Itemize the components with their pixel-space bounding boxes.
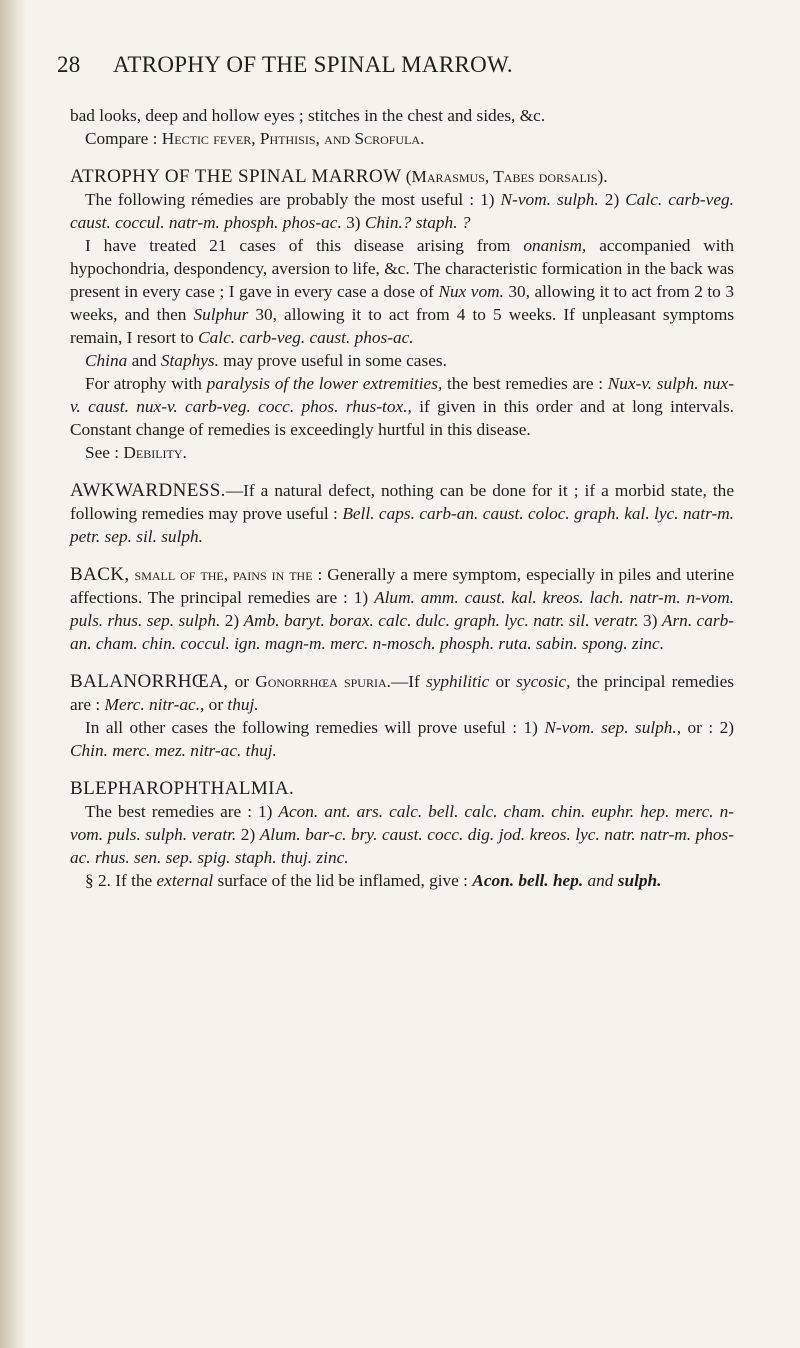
see-target: Debility. (123, 443, 187, 462)
remedy-list: Arn. carb-an. cham. chin. coccul. ign. magn-m. merc. n-mosch. phosph. ruta. sabin. spong. zinc. (70, 611, 734, 653)
remedy-name: Staphys. (160, 351, 219, 370)
remedy-list: Chin. merc. mez. nitr-ac. thuj. (70, 741, 277, 760)
text-run: —If (390, 672, 420, 691)
text-run: the best remedies are : (447, 374, 604, 393)
remedy-name: Nux vom. (438, 282, 504, 301)
atrophy-cases (70, 234, 734, 349)
atrophy-remedies (70, 188, 734, 234)
remedy-name: thuj. (227, 695, 259, 714)
headword-atrophy: ATROPHY OF THE SPINAL MARROW (70, 166, 402, 187)
remedy-list: Acon. ant. ars. calc. bell. calc. cham. chin. euphr. hep. merc. n-vom. puls. sulph. veratr. (70, 802, 734, 844)
remedy-list: Nux-v. sulph. nux-v. caust. nux-v. carb-veg. cocc. phos. rhus-tox., (70, 374, 734, 416)
text-run: 2) (604, 190, 620, 209)
text-run: surface of the lid be inflamed, give : (217, 871, 468, 890)
remedy-name: sulph. (617, 871, 662, 890)
synonym-atrophy: (Marasmus, Tabes dorsalis). (405, 167, 608, 186)
remedy-list: N-vom. sep. sulph., (544, 718, 682, 737)
intro-line: bad looks, deep and hollow eyes ; stitches in the chest and sides, &c. (70, 106, 546, 125)
headword-blepharophthalmia: BLEPHAROPHTHALMIA. (70, 778, 295, 799)
page-number: 28 (57, 52, 81, 77)
entry-awkwardness (70, 479, 734, 548)
remedy-list: Alum. amm. caust. kal. kreos. lach. natr-m. n-vom. puls. rhus. sep. sulph. (70, 588, 734, 630)
text-run: or (208, 695, 224, 714)
condition-term: sycosic, (516, 672, 571, 691)
condition-term: syphilitic (425, 672, 490, 691)
running-head (57, 52, 740, 82)
page-body (70, 104, 734, 892)
remedy-list: Merc. nitr-ac., (104, 695, 205, 714)
text-run: 3) (643, 611, 658, 630)
text-run: I have treated 21 cases of this disease arising from (85, 236, 511, 255)
entry-blepharophthalmia (70, 777, 734, 800)
cause-term: onanism, (523, 236, 587, 255)
text-run: In all other cases the following remedies will prove useful : 1) (85, 718, 538, 737)
compare-line (70, 127, 734, 150)
compare-label: Compare : (85, 129, 158, 148)
page-gutter-shadow (0, 0, 26, 1348)
remedy-name: China (85, 351, 128, 370)
headword-back: BACK, (70, 564, 130, 585)
blepharophthalmia-remedies (70, 800, 734, 869)
text-run: 30, allowing it to act from 2 to 3 weeks, and then (70, 282, 734, 324)
remedy-list: Calc. carb-veg. caust. phos-ac. (198, 328, 414, 347)
balanorrhoea-other (70, 716, 734, 762)
text-run: 2) (224, 611, 240, 630)
condition-term: paralysis of the lower extremities, (206, 374, 443, 393)
remedy-list: Alum. bar-c. bry. caust. cocc. dig. jod. kreos. lyc. natr. natr-m. phos-ac. rhus. sen. sep. spig. staph. thuj. zinc. (70, 825, 734, 867)
text-run: and (131, 351, 157, 370)
text-run: Generally a mere symptom, especially in piles and uterine affections. The principal remedies are : (70, 565, 734, 607)
atrophy-see (70, 441, 734, 464)
atrophy-paralysis (70, 372, 734, 441)
see-label: See : (85, 443, 120, 462)
text-run: or : 2) (687, 718, 734, 737)
text-run: § 2. If the (85, 871, 153, 890)
text-run: 1) (353, 588, 369, 607)
text-run: —If a natural defect, nothing can be done for it ; if a morbid state, the following remedies may prove useful : (70, 481, 734, 523)
atrophy-china (70, 349, 734, 372)
text-run: 2) (240, 825, 256, 844)
entry-back (70, 563, 734, 655)
remedy-name: Sulphur (193, 305, 249, 324)
synonym-balanorrhoea: Gonorrhœa spuria. (255, 672, 391, 691)
text-run: the principal remedies are : (70, 672, 734, 714)
headword-balanorrhoea: BALANORRHŒA, (70, 671, 229, 692)
text-run: or (234, 672, 250, 691)
remedy-list: Amb. baryt. borax. calc. dulc. graph. lyc. natr. sil. veratr. (243, 611, 639, 630)
compare-targets: Hectic fever, Phthisis, and Scrofula. (161, 129, 425, 148)
remedy-list: Bell. caps. carb-an. caust. coloc. graph. kal. lyc. natr-m. petr. sep. sil. sulph. (70, 504, 734, 546)
text-run: or (495, 672, 510, 691)
text-run: 30, allowing it to act from 4 to 5 weeks. If unpleasant symptoms remain, I resort to (70, 305, 734, 347)
entry-balanorrhoea (70, 670, 734, 716)
entry-atrophy (70, 165, 734, 188)
text-run: 3) (346, 213, 361, 232)
remedy-list: Chin.? staph. ? (364, 213, 471, 232)
remedy-list: Acon. bell. hep. (472, 871, 584, 890)
text-run: The following rémedies are probably the most useful : 1) (85, 190, 495, 209)
condition-term: external (156, 871, 214, 890)
subhead-back: small of the, pains in the : (134, 565, 323, 584)
conjunction: and (587, 871, 614, 890)
running-title: ATROPHY OF THE SPINAL MARROW. (113, 52, 513, 77)
remedy-list: Calc. carb-veg. caust. coccul. natr-m. phosph. phos-ac. (70, 190, 734, 232)
headword-awkwardness: AWKWARDNESS. (70, 480, 226, 501)
text-run: The best remedies are : 1) (85, 802, 273, 821)
intro-continuation (70, 104, 734, 127)
blepharophthalmia-external (70, 869, 734, 892)
text-run: For atrophy with (85, 374, 202, 393)
text-run: if given in this order and at long intervals. Constant change of remedies is exceedingly hurtful in this disease. (70, 397, 735, 439)
remedy-list: N-vom. sulph. (500, 190, 599, 209)
text-run: may prove useful in some cases. (223, 351, 447, 370)
text-run: accompanied with hypochondria, despondency, aversion to life, &c. The characteristic formication in the back was present in every case ; I gave in every case a dose of (70, 236, 734, 301)
